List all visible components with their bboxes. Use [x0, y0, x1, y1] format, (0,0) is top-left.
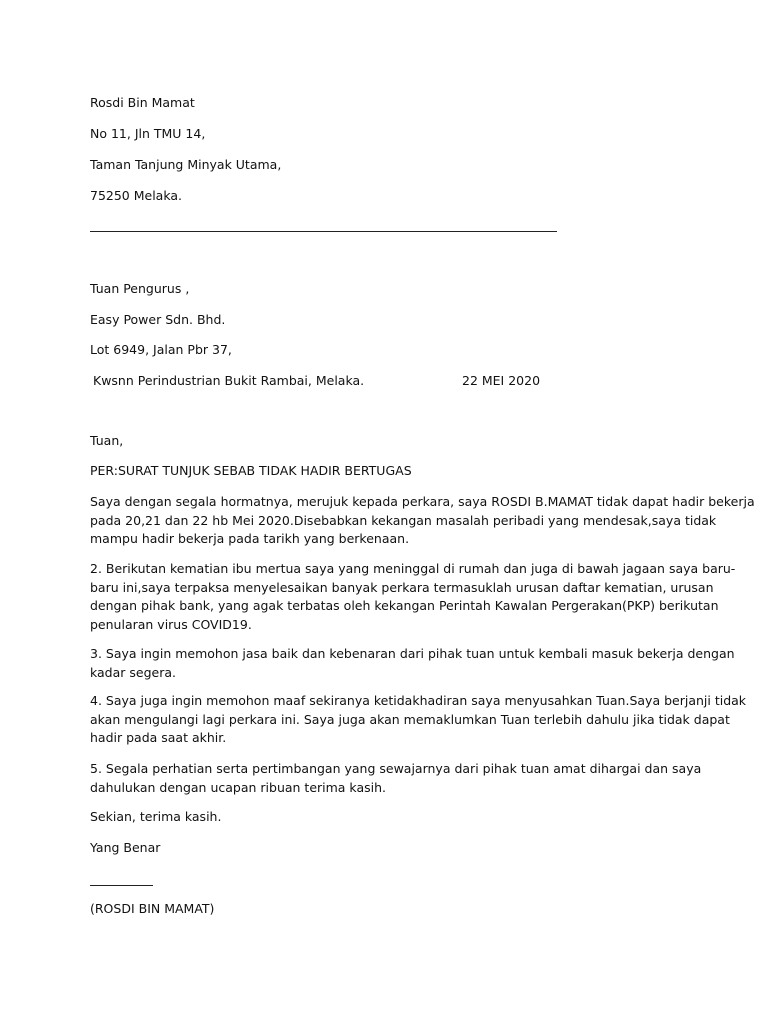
letter-date: 22 MEI 2020 — [462, 373, 541, 388]
recipient-company: Easy Power Sdn. Bhd. — [90, 312, 226, 327]
signoff-text: Yang Benar — [90, 840, 161, 855]
paragraph-4 — [90, 692, 747, 748]
salutation: Tuan, — [90, 433, 124, 448]
paragraph-line: penularan virus COVID19. — [90, 616, 252, 632]
paragraph-line: dengan pihak bank, yang agak terbatas oleh kekangan Perintah Kawalan Pergerakan(PKP) berikutan — [90, 598, 719, 613]
paragraph-5 — [90, 760, 702, 797]
signature-name: (ROSDI BIN MAMAT) — [90, 901, 215, 916]
paragraph-line: 4. Saya juga ingin memohon maaf sekiranya ketidakhadiran saya menyusahkan Tuan.Saya berjanji tidak — [90, 693, 747, 708]
recipient-address-line-1: Lot 6949, Jalan Pbr 37, — [90, 342, 232, 357]
signature-line — [90, 885, 153, 886]
paragraph-line: dahulukan dengan ucapan ribuan terima kasih. — [90, 779, 386, 795]
sender-name: Rosdi Bin Mamat — [90, 95, 195, 110]
sender-address-line-1: No 11, Jln TMU 14, — [90, 126, 206, 141]
letter-subject: PER:SURAT TUNJUK SEBAB TIDAK HADIR BERTUGAS — [90, 463, 412, 478]
sender-address-line-2: Taman Tanjung Minyak Utama, — [90, 157, 282, 172]
paragraph-line: baru ini,saya terpaksa menyelesaikan banyak perkara termasuklah urusan daftar kematian, urusan — [90, 579, 714, 595]
paragraph-line: 2. Berikutan kematian ibu mertua saya yang meninggal di rumah dan juga di bawah jagaan saya baru- — [90, 561, 736, 576]
recipient-title: Tuan Pengurus , — [90, 281, 190, 296]
closing-text: Sekian, terima kasih. — [90, 809, 222, 824]
paragraph-line: 3. Saya ingin memohon jasa baik dan kebenaran dari pihak tuan untuk kembali masuk bekerja dengan — [90, 646, 735, 661]
paragraph-line: akan mengulangi lagi perkara ini. Saya juga akan memaklumkan Tuan terlebih dahulu jika tidak dapat — [90, 711, 730, 727]
paragraph-line: Saya dengan segala hormatnya, merujuk kepada perkara, saya ROSDI B.MAMAT tidak dapat hadir bekerja — [90, 494, 755, 509]
paragraph-line: pada 20,21 dan 22 hb Mei 2020.Disebabkan kekangan masalah peribadi yang mendesak,saya tidak — [90, 512, 717, 528]
header-divider — [90, 231, 557, 232]
paragraph-2 — [90, 560, 736, 634]
paragraph-line: mampu hadir bekerja pada tarikh yang berkenaan. — [90, 531, 410, 546]
paragraph-line: kadar segera. — [90, 664, 176, 680]
paragraph-line: 5. Segala perhatian serta pertimbangan yang sewajarnya dari pihak tuan amat dihargai dan saya — [90, 761, 702, 776]
sender-address-line-3: 75250 Melaka. — [90, 188, 182, 203]
paragraph-1 — [90, 493, 755, 549]
paragraph-3 — [90, 645, 735, 682]
paragraph-line: hadir pada saat akhir. — [90, 730, 227, 745]
recipient-address-line-2: Kwsnn Perindustrian Bukit Rambai, Melaka. — [93, 373, 365, 388]
